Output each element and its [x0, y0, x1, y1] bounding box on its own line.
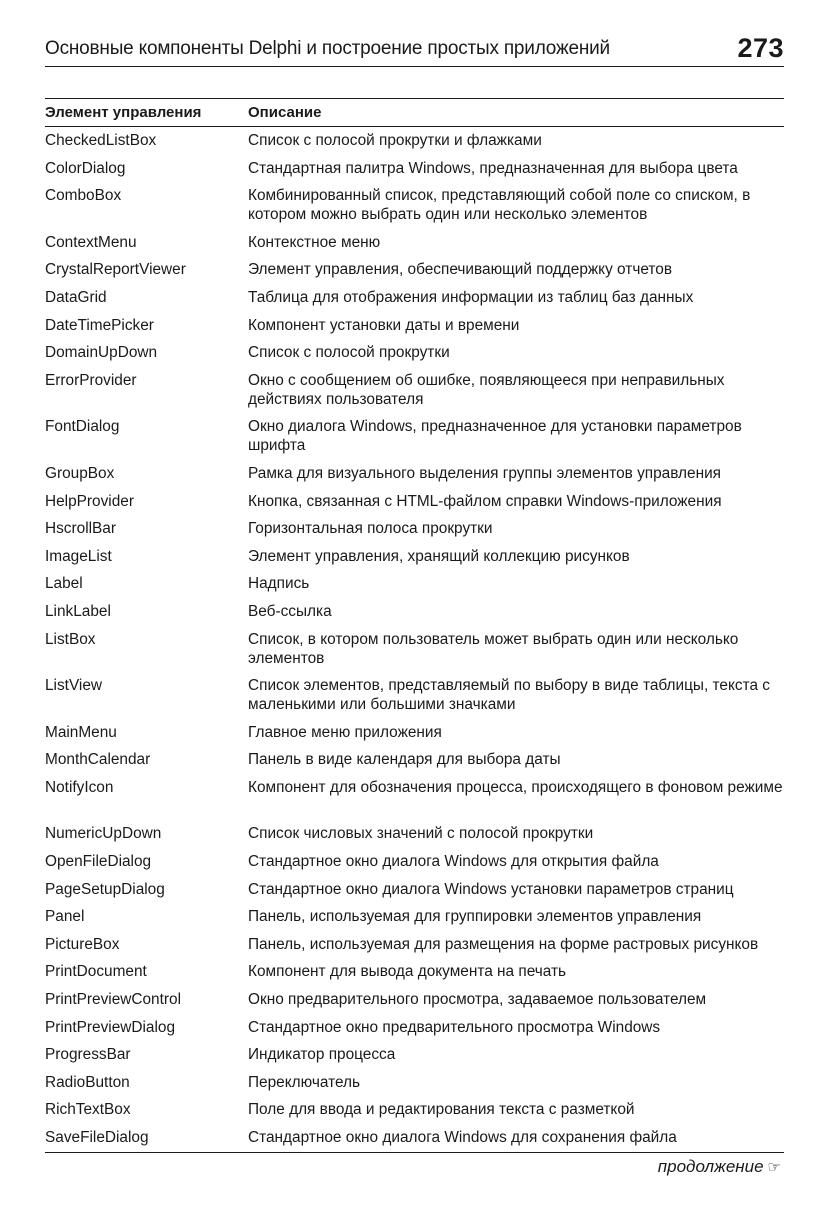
- table-row: [45, 367, 784, 414]
- running-head: [45, 33, 784, 67]
- control-description: Компонент установки даты и времени: [248, 316, 520, 334]
- control-name: PrintDocument: [45, 963, 147, 981]
- control-description: Компонент для обозначения процесса, происходящего в фоновом режиме: [248, 778, 783, 796]
- control-name: ProgressBar: [45, 1046, 131, 1064]
- continuation-label: продолжение: [657, 1157, 764, 1176]
- table-row: [45, 848, 784, 876]
- control-name: HelpProvider: [45, 492, 134, 510]
- control-description: Стандартное окно диалога Windows для сохранения файла: [248, 1129, 677, 1146]
- control-description: Стандартная палитра Windows, предназначенная для выбора цвета: [248, 159, 738, 177]
- control-name: ComboBox: [45, 187, 122, 205]
- table-row: [45, 229, 784, 257]
- control-name: DataGrid: [45, 288, 107, 306]
- control-name: RichTextBox: [45, 1101, 131, 1119]
- table-row: [45, 460, 784, 488]
- control-name: PrintPreviewDialog: [45, 1018, 176, 1036]
- table-row: [45, 256, 784, 284]
- control-name: GroupBox: [45, 464, 115, 482]
- control-description: Рамка для визуального выделения группы элементов управления: [248, 464, 722, 482]
- control-description: Надпись: [248, 575, 310, 593]
- control-name: MainMenu: [45, 723, 117, 741]
- table-row: [45, 515, 784, 543]
- control-description: Панель в виде календаря для выбора даты: [248, 751, 561, 769]
- column-header-description: Описание: [248, 104, 322, 121]
- control-description: Веб-ссылка: [248, 602, 332, 620]
- column-header-control: Элемент управления: [45, 104, 202, 121]
- control-name: DateTimePicker: [45, 316, 154, 334]
- control-description: Элемент управления, обеспечивающий поддержку отчетов: [248, 261, 672, 279]
- controls-table: [45, 98, 784, 1153]
- control-name: PageSetupDialog: [45, 880, 165, 898]
- table-row: [45, 312, 784, 340]
- control-description: Элемент управления, хранящий коллекцию рисунков: [248, 547, 630, 565]
- control-name: ColorDialog: [45, 159, 126, 177]
- control-description: Список, в котором пользователь может выбрать один или несколько элементов: [248, 630, 739, 667]
- control-name: LinkLabel: [45, 602, 111, 620]
- running-title: Основные компоненты Delphi и построение простых приложений: [45, 38, 610, 59]
- control-description: Стандартное окно диалога Windows для открытия файла: [248, 853, 659, 871]
- table-row: [45, 774, 784, 821]
- control-name: SaveFileDialog: [45, 1129, 149, 1146]
- control-name: PictureBox: [45, 935, 120, 953]
- control-description: Главное меню приложения: [248, 723, 442, 741]
- table-row: [45, 1069, 784, 1097]
- control-description: Список числовых значений с полосой прокрутки: [248, 825, 594, 843]
- table-row: [45, 719, 784, 747]
- table-row: [45, 570, 784, 598]
- hand-pointer-icon: ☞: [767, 1159, 781, 1176]
- control-description: Горизонтальная полоса прокрутки: [248, 520, 493, 538]
- table-row: [45, 127, 784, 155]
- table-row: [45, 958, 784, 986]
- table-row: [45, 1096, 784, 1124]
- control-name: ErrorProvider: [45, 371, 137, 389]
- table-bottom-rule: [45, 1152, 784, 1153]
- control-name: MonthCalendar: [45, 751, 151, 769]
- table-row: [45, 626, 784, 673]
- control-description: Панель, используемая для размещения на форме растровых рисунков: [248, 935, 759, 953]
- control-name: OpenFileDialog: [45, 853, 152, 871]
- continuation-note: [658, 1157, 781, 1177]
- table-row: [45, 182, 784, 229]
- control-description: Стандартное окно диалога Windows установки параметров страниц: [248, 880, 734, 898]
- table-row: [45, 1124, 784, 1152]
- control-name: PrintPreviewControl: [45, 991, 181, 1009]
- control-name: RadioButton: [45, 1073, 130, 1091]
- control-description: Панель, используемая для группировки элементов управления: [248, 908, 702, 926]
- control-description: Поле для ввода и редактирования текста с разметкой: [248, 1101, 635, 1119]
- control-name: ListBox: [45, 630, 96, 648]
- table-row: [45, 746, 784, 774]
- table-row: [45, 339, 784, 367]
- table-body: [45, 127, 784, 1152]
- control-description: Окно предварительного просмотра, задаваемое пользователем: [248, 991, 707, 1009]
- control-name: HscrollBar: [45, 520, 116, 538]
- table-row: [45, 413, 784, 460]
- control-name: Panel: [45, 908, 85, 926]
- table-header: [45, 99, 784, 127]
- control-name: NotifyIcon: [45, 778, 114, 796]
- control-name: Label: [45, 575, 83, 593]
- table-row: [45, 986, 784, 1014]
- table-row: [45, 543, 784, 571]
- control-description: Кнопка, связанная с HTML-файлом справки Windows-приложения: [248, 492, 722, 510]
- control-name: ListView: [45, 677, 103, 695]
- control-description: Список с полосой прокрутки и флажками: [248, 132, 542, 149]
- table-row: [45, 155, 784, 183]
- control-description: Компонент для вывода документа на печать: [248, 963, 567, 981]
- table-row: [45, 820, 784, 848]
- table-row: [45, 1041, 784, 1069]
- table-row: [45, 284, 784, 312]
- control-description: Переключатель: [248, 1073, 360, 1091]
- control-name: CrystalReportViewer: [45, 261, 186, 279]
- control-name: ImageList: [45, 547, 112, 565]
- page-number: 273: [737, 33, 784, 63]
- control-description: Список с полосой прокрутки: [248, 344, 450, 362]
- control-description: Окно с сообщением об ошибке, появляющееся при неправильных действиях пользователя: [248, 371, 725, 408]
- control-name: FontDialog: [45, 418, 120, 436]
- control-name: CheckedListBox: [45, 132, 157, 149]
- control-description: Список элементов, представляемый по выбору в виде таблицы, текста с маленькими или большими значками: [248, 677, 770, 714]
- table-row: [45, 488, 784, 516]
- control-name: DomainUpDown: [45, 344, 158, 362]
- control-description: Стандартное окно предварительного просмотра Windows: [248, 1018, 661, 1036]
- control-name: ContextMenu: [45, 233, 137, 251]
- table-row: [45, 598, 784, 626]
- table-row: [45, 931, 784, 959]
- control-description: Таблица для отображения информации из таблиц баз данных: [248, 288, 694, 306]
- table-row: [45, 1014, 784, 1042]
- control-name: NumericUpDown: [45, 825, 162, 843]
- table-row: [45, 876, 784, 904]
- control-description: Контекстное меню: [248, 233, 381, 251]
- control-description: Окно диалога Windows, предназначенное для установки параметров шрифта: [248, 418, 742, 455]
- table-row: [45, 903, 784, 931]
- table-row: [45, 672, 784, 719]
- control-description: Индикатор процесса: [248, 1046, 396, 1064]
- control-description: Комбинированный список, представляющий собой поле со списком, в котором можно выбрать один или несколько элементов: [248, 187, 751, 224]
